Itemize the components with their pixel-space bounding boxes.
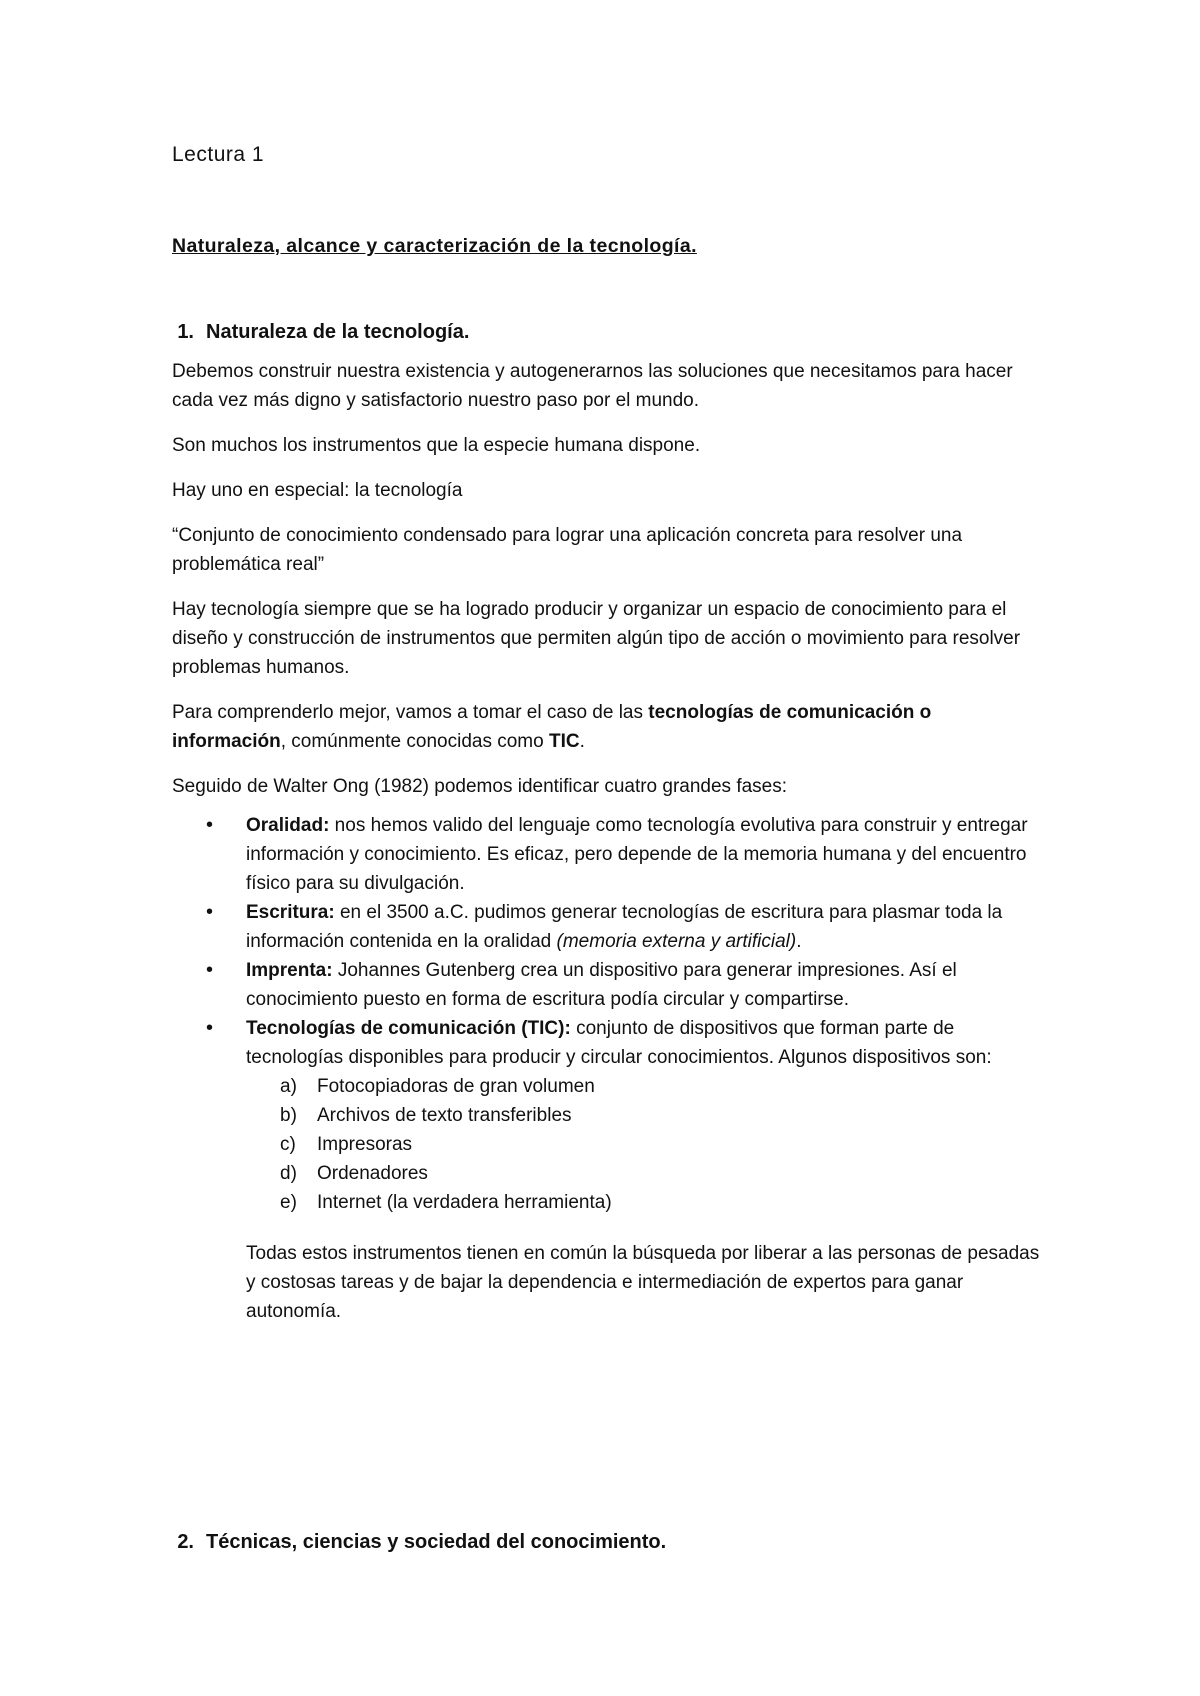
section-1-title: Naturaleza de la tecnología.	[206, 321, 470, 343]
section-2	[172, 1528, 1042, 1567]
list-item-tic	[172, 1014, 1042, 1072]
tic-text-end: .	[579, 731, 585, 752]
tic-text-before: Para comprenderlo mejor, vamos a tomar el caso de las	[172, 702, 649, 723]
tic-bold-term: tecnologías de comunicación o información	[172, 702, 932, 752]
tic-text-middle: , comúnmente conocidas como	[280, 731, 549, 752]
phase-text: en el 3500 a.C. pudimos generar tecnologías de escritura para plasmar toda la información contenida en la oralidad	[246, 902, 1003, 952]
bullet-icon: •	[206, 959, 214, 981]
paragraph-ong-intro: Seguido de Walter Ong (1982) podemos identificar cuatro grandes fases:	[172, 776, 788, 797]
section-2-number: 2.	[177, 1531, 194, 1553]
section-1	[172, 318, 1042, 1326]
device-letter: c)	[280, 1134, 296, 1155]
list-item-device	[172, 1188, 1042, 1217]
document-subtitle: Naturaleza, alcance y caracterización de la tecnología.	[172, 235, 697, 257]
section-1-number: 1.	[177, 321, 194, 343]
paragraph-instruments: Son muchos los instrumentos que la especie humana dispone.	[172, 435, 701, 456]
device-letter: a)	[280, 1076, 297, 1097]
device-text: Ordenadores	[317, 1163, 428, 1184]
phases-list	[172, 811, 1042, 1072]
section-2-title: Técnicas, ciencias y sociedad del conocimiento.	[206, 1531, 667, 1553]
bullet-icon: •	[206, 1017, 214, 1039]
list-item-device	[172, 1101, 1042, 1130]
device-text: Fotocopiadoras de gran volumen	[317, 1076, 595, 1097]
phase-term: Oralidad:	[246, 815, 330, 836]
list-item-oralidad	[172, 811, 1042, 898]
phase-term: Tecnologías de comunicación (TIC):	[246, 1018, 571, 1039]
device-letter: d)	[280, 1163, 297, 1184]
list-item-device	[172, 1130, 1042, 1159]
paragraph-technology-explanation: Hay tecnología siempre que se ha logrado producir y organizar un espacio de conocimiento para el diseño y construcción de instrumentos que permiten algún tipo de acción o movimiento para resolver problemas humanos.	[172, 599, 1021, 678]
paragraph-existence: Debemos construir nuestra existencia y autogenerarnos las soluciones que necesitamos para hacer cada vez más digno y satisfactorio nuestro paso por el mundo.	[172, 361, 1013, 411]
paragraph-tic	[172, 698, 1042, 756]
phase-end: .	[796, 931, 802, 952]
device-letter: e)	[280, 1192, 297, 1213]
document-title: Lectura 1	[172, 143, 265, 166]
list-item-device	[172, 1159, 1042, 1188]
list-item-escritura	[172, 898, 1042, 956]
phase-term: Imprenta:	[246, 960, 333, 981]
phase-text: nos hemos valido del lenguaje como tecnología evolutiva para construir y entregar información y conocimiento. Es eficaz, pero depende de la memoria humana y del encuentro físico para su divulgación.	[246, 815, 1028, 894]
phase-text: Johannes Gutenberg crea un dispositivo para generar impresiones. Así el conocimiento puesto en forma de escritura podía circular y compartirse.	[246, 960, 957, 1010]
device-text: Archivos de texto transferibles	[317, 1105, 572, 1126]
paragraph-closing: Todas estos instrumentos tienen en común la búsqueda por liberar a las personas de pesadas y costosas tareas y de bajar la dependencia e intermediación de expertos para ganar autonomía.	[246, 1243, 1040, 1322]
section-1-heading	[172, 318, 1042, 347]
devices-list	[172, 1072, 1042, 1217]
list-item-imprenta	[172, 956, 1042, 1014]
tic-acronym: TIC	[548, 731, 580, 752]
device-text: Impresoras	[317, 1134, 413, 1155]
phase-italic: (memoria externa y artificial)	[556, 931, 797, 952]
section-2-heading	[172, 1528, 1042, 1557]
bullet-icon: •	[206, 814, 214, 836]
list-item-device	[172, 1072, 1042, 1101]
bullet-icon: •	[206, 901, 214, 923]
device-letter: b)	[280, 1105, 297, 1126]
paragraph-technology: Hay uno en especial: la tecnología	[172, 480, 463, 501]
phase-term: Escritura:	[246, 902, 335, 923]
document-body	[172, 140, 1042, 1553]
phase-text: conjunto de dispositivos que forman parte de tecnologías disponibles para producir y circular conocimientos. Algunos dispositivos son:	[246, 1018, 992, 1068]
device-text: Internet (la verdadera herramienta)	[317, 1192, 612, 1213]
paragraph-definition-quote: “Conjunto de conocimiento condensado para lograr una aplicación concreta para resolver una problemática real”	[172, 525, 963, 575]
